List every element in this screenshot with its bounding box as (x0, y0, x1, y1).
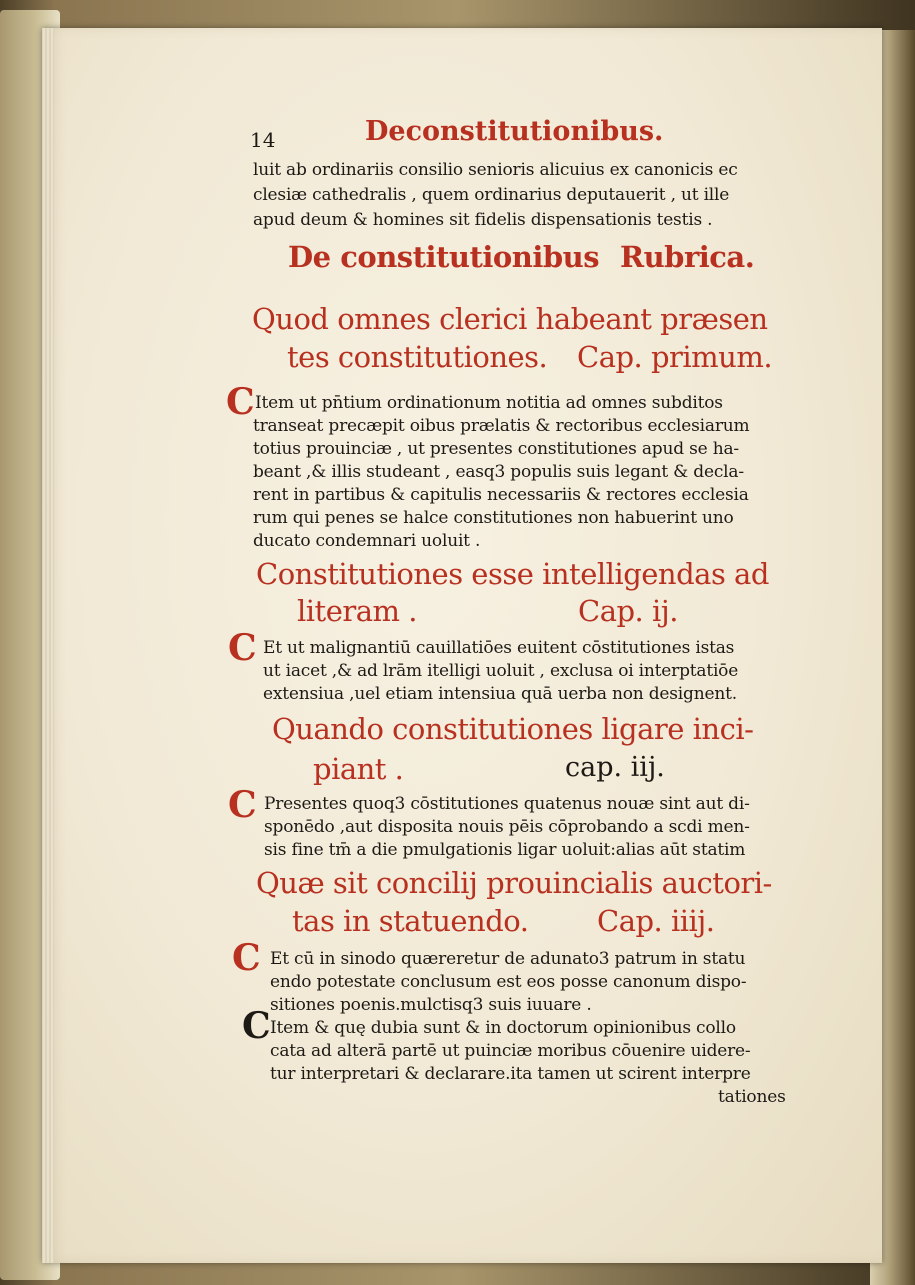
chapter-2-cap: Cap. ij. (578, 594, 678, 628)
chapter-4-heading-line-2: tas in statuendo. (292, 904, 529, 938)
chapter-3-cap: cap. iij. (565, 752, 665, 783)
chapter-3-text-line-3: sis fine tm̄ a die pmulgationis ligar uoluit:alias aūt statim (264, 840, 746, 860)
chapter-1-text-line-4: beant ,& illis studeant , easq3 populis suis legant & decla- (253, 462, 744, 482)
chapter-4-cap: Cap. iiij. (597, 904, 715, 938)
paragraph-mark: C (232, 937, 261, 979)
chapter-2-text-line-1: Et ut malignantiū cauillatiōes euitent cōstitutiones istas (263, 638, 735, 658)
chapter-3-text-line-1: Presentes quoq3 cōstitutiones quatenus nouæ sint aut di- (264, 794, 750, 814)
page-edge (42, 28, 54, 1263)
closing-text-line-1: Item & quę dubia sunt & in doctorum opinionibus collo (270, 1018, 736, 1038)
chapter-1-heading-line-1: Quod omnes clerici habeant præsen (252, 302, 768, 336)
chapter-2-heading-line-1: Constitutiones esse intelligendas ad (256, 557, 769, 591)
chapter-1-heading-line-2: tes constitutiones. (287, 340, 548, 374)
intro-line-1: luit ab ordinariis consilio senioris alicuius ex canonicis ec (253, 160, 738, 180)
chapter-4-heading-line-1: Quæ sit concilij prouincialis auctori- (256, 866, 772, 900)
chapter-4-text-line-2: endo potestate conclusum est eos posse canonum dispo- (270, 972, 747, 992)
chapter-2-heading-line-2: literam . (297, 594, 417, 628)
chapter-4-text-line-1: Et cū in sinodo quæreretur de adunato3 patrum in statu (270, 949, 746, 969)
paragraph-mark: C (226, 381, 255, 423)
section-title: De constitutionibus (288, 240, 600, 274)
catchword: tationes (718, 1087, 786, 1107)
paragraph-mark: C (228, 784, 257, 826)
chapter-1-text-line-5: rent in partibus & capitulis necessariis & rectores ecclesia (253, 485, 749, 505)
chapter-1-text-line-7: ducato condemnari uoluit . (253, 531, 481, 551)
rubrica-label: Rubrica. (620, 240, 755, 274)
chapter-1-cap: Cap. primum. (577, 340, 773, 374)
chapter-3-heading-line-2: piant . (313, 752, 404, 786)
paragraph-mark: C (228, 627, 257, 669)
chapter-4-text-line-3: sitiones poenis.mulctisq3 suis iuuare . (270, 995, 592, 1015)
closing-text-line-2: cata ad alterā partē ut puinciæ moribus cōuenire uidere- (270, 1041, 751, 1061)
page-number: 14 (250, 128, 276, 152)
chapter-2-text-line-3: extensiua ,uel etiam intensiua quā uerba non designent. (263, 684, 737, 704)
chapter-3-heading-line-1: Quando constitutiones ligare inci- (272, 712, 754, 746)
chapter-1-text-line-3: totius prouinciæ , ut presentes constitutiones apud se ha- (253, 439, 739, 459)
chapter-1-text-line-6: rum qui penes se halce constitutiones non habuerint uno (253, 508, 734, 528)
chapter-1-text-line-1: Item ut pn̄tium ordinationum notitia ad omnes subditos (255, 393, 723, 413)
running-head: Deconstitutionibus. (365, 116, 664, 147)
closing-text-line-3: tur interpretari & declarare.ita tamen ut scirent interpre (270, 1064, 751, 1084)
paragraph-mark: C (242, 1005, 271, 1047)
intro-line-2: clesiæ cathedralis , quem ordinarius deputauerit , ut ille (253, 185, 730, 205)
chapter-2-text-line-2: ut iacet ,& ad lrām itelligi uoluit , exclusa oi interptatiōe (263, 661, 739, 681)
intro-line-3: apud deum & homines sit fidelis dispensationis testis . (253, 210, 713, 230)
chapter-3-text-line-2: sponēdo ,aut disposita nouis pēis cōprobando a scdi men- (264, 817, 750, 837)
chapter-1-text-line-2: transeat precæpit oibus prælatis & rectoribus ecclesiarum (253, 416, 750, 436)
